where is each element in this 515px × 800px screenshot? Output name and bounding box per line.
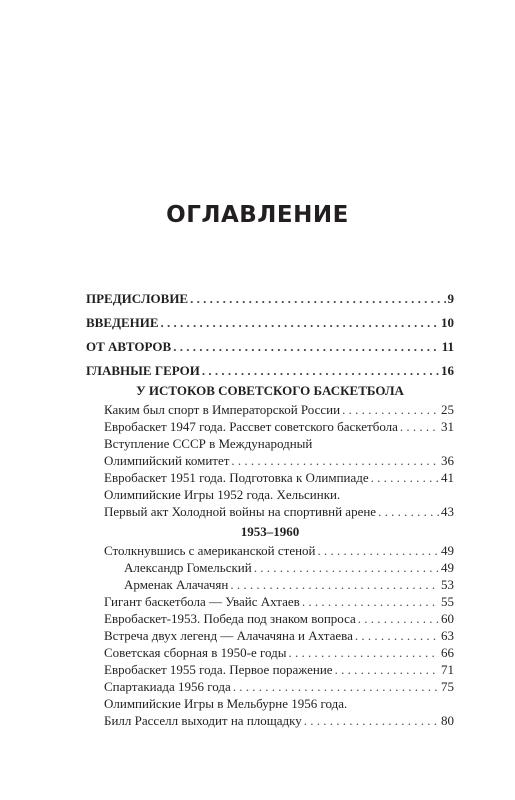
toc-entry-title: Спартакиада 1956 года bbox=[104, 679, 231, 694]
toc-entry-page: 66 bbox=[441, 645, 454, 660]
toc-entry[interactable] bbox=[104, 469, 454, 486]
toc-entry[interactable] bbox=[104, 418, 454, 435]
dot-leader bbox=[358, 610, 439, 627]
dot-leader bbox=[378, 503, 439, 520]
toc-entry[interactable] bbox=[104, 627, 454, 644]
section-heading: У ИСТОКОВ СОВЕТСКОГО БАСКЕТБОЛА bbox=[136, 383, 404, 398]
toc-entry-page: 43 bbox=[441, 504, 454, 519]
toc-entry-title: Столкнувшись с американской стеной bbox=[104, 543, 316, 558]
dot-leader bbox=[318, 542, 439, 559]
toc-entry-title: Билл Расселл выходит на площадку bbox=[104, 713, 302, 728]
toc-entry-page: 10 bbox=[441, 315, 454, 330]
toc-entry-page: 11 bbox=[441, 339, 454, 354]
dot-leader bbox=[335, 661, 439, 678]
toc-entry-title: Олимпийский комитет bbox=[104, 453, 230, 468]
toc-entry-title: ВВЕДЕНИЕ bbox=[86, 315, 159, 330]
dot-leader bbox=[231, 452, 439, 469]
toc-entry[interactable] bbox=[104, 644, 454, 661]
toc-entry-page: 49 bbox=[441, 543, 454, 558]
toc-entry[interactable] bbox=[104, 661, 454, 678]
toc-entry[interactable] bbox=[124, 559, 454, 576]
toc-entry-preface[interactable] bbox=[86, 290, 454, 307]
toc-entry[interactable] bbox=[104, 503, 454, 520]
dot-leader bbox=[288, 644, 439, 661]
toc-entry-page: 80 bbox=[441, 713, 454, 728]
toc-entry-main-heroes[interactable] bbox=[86, 362, 454, 379]
table-of-contents bbox=[86, 290, 454, 729]
page-title: ОГЛАВЛЕНИЕ bbox=[166, 202, 349, 228]
toc-entry-title: Встреча двух легенд — Алачачяна и Ахтаева bbox=[104, 628, 353, 643]
dot-leader bbox=[173, 338, 440, 355]
dot-leader bbox=[190, 290, 445, 307]
toc-entry-title: Арменак Алачачян bbox=[124, 577, 229, 592]
toc-entry-title: Каким был спорт в Императорской России bbox=[104, 402, 341, 417]
toc-entry[interactable] bbox=[104, 610, 454, 627]
dot-leader bbox=[355, 627, 439, 644]
toc-entry-title: ОТ АВТОРОВ bbox=[86, 339, 172, 354]
toc-entry-title-line: Олимпийские Игры в Мельбурне 1956 года. bbox=[104, 696, 348, 711]
dot-leader bbox=[371, 469, 439, 486]
toc-entry-page: 55 bbox=[441, 594, 454, 609]
toc-entry-page: 25 bbox=[441, 402, 454, 417]
toc-entry-page: 16 bbox=[441, 363, 454, 378]
toc-entry-title: Первый акт Холодной войны на спортивнй арене bbox=[104, 504, 377, 519]
dot-leader bbox=[302, 593, 439, 610]
toc-entry-introduction[interactable] bbox=[86, 314, 454, 331]
toc-entry-title: Советская сборная в 1950-е годы bbox=[104, 645, 287, 660]
dot-leader bbox=[202, 362, 439, 379]
toc-entry-title: Евробаскет 1955 года. Первое поражение bbox=[104, 662, 333, 677]
toc-entry-page: 41 bbox=[441, 470, 454, 485]
section-heading: 1953–1960 bbox=[240, 524, 300, 539]
toc-entry-from-authors[interactable] bbox=[86, 338, 454, 355]
toc-entry-page: 36 bbox=[441, 453, 454, 468]
toc-entry-page: 60 bbox=[441, 611, 454, 626]
toc-entry[interactable] bbox=[104, 678, 454, 695]
toc-entry[interactable] bbox=[104, 401, 454, 418]
toc-entry-page: 71 bbox=[441, 662, 454, 677]
toc-entry-page: 53 bbox=[441, 577, 454, 592]
toc-entry-page: 31 bbox=[441, 419, 454, 434]
dot-leader bbox=[161, 314, 439, 331]
toc-entry[interactable] bbox=[124, 576, 454, 593]
toc-entry[interactable] bbox=[104, 593, 454, 610]
toc-entry-page: 49 bbox=[441, 560, 454, 575]
toc-entry-title: Александр Гомельский bbox=[124, 560, 252, 575]
toc-entry-page: 75 bbox=[441, 679, 454, 694]
dot-leader bbox=[233, 678, 439, 695]
toc-entry[interactable] bbox=[104, 452, 454, 469]
toc-entry-title-line: Вступление СССР в Международный bbox=[104, 436, 313, 451]
toc-entry-title: ПРЕДИСЛОВИЕ bbox=[86, 291, 189, 306]
dot-leader bbox=[230, 576, 439, 593]
toc-entry-title: Евробаскет 1951 года. Подготовка к Олимпиаде bbox=[104, 470, 369, 485]
toc-entry[interactable] bbox=[104, 542, 454, 559]
toc-entry-title: Евробаскет 1947 года. Рассвет советского баскетбола bbox=[104, 419, 398, 434]
dot-leader bbox=[400, 418, 439, 435]
toc-entry-page: 9 bbox=[447, 291, 454, 306]
dot-leader bbox=[342, 401, 439, 418]
toc-entry-page: 63 bbox=[441, 628, 454, 643]
toc-entry[interactable] bbox=[104, 712, 454, 729]
dot-leader bbox=[304, 712, 439, 729]
dot-leader bbox=[254, 559, 439, 576]
toc-entry-title: ГЛАВНЫЕ ГЕРОИ bbox=[86, 363, 200, 378]
toc-entry-title: Евробаскет-1953. Победа под знаком вопроса bbox=[104, 611, 356, 626]
toc-entry-title-line: Олимпийские Игры 1952 года. Хельсинки. bbox=[104, 487, 341, 502]
toc-entry-title: Гигант баскетбола — Увайс Ахтаев bbox=[104, 594, 300, 609]
